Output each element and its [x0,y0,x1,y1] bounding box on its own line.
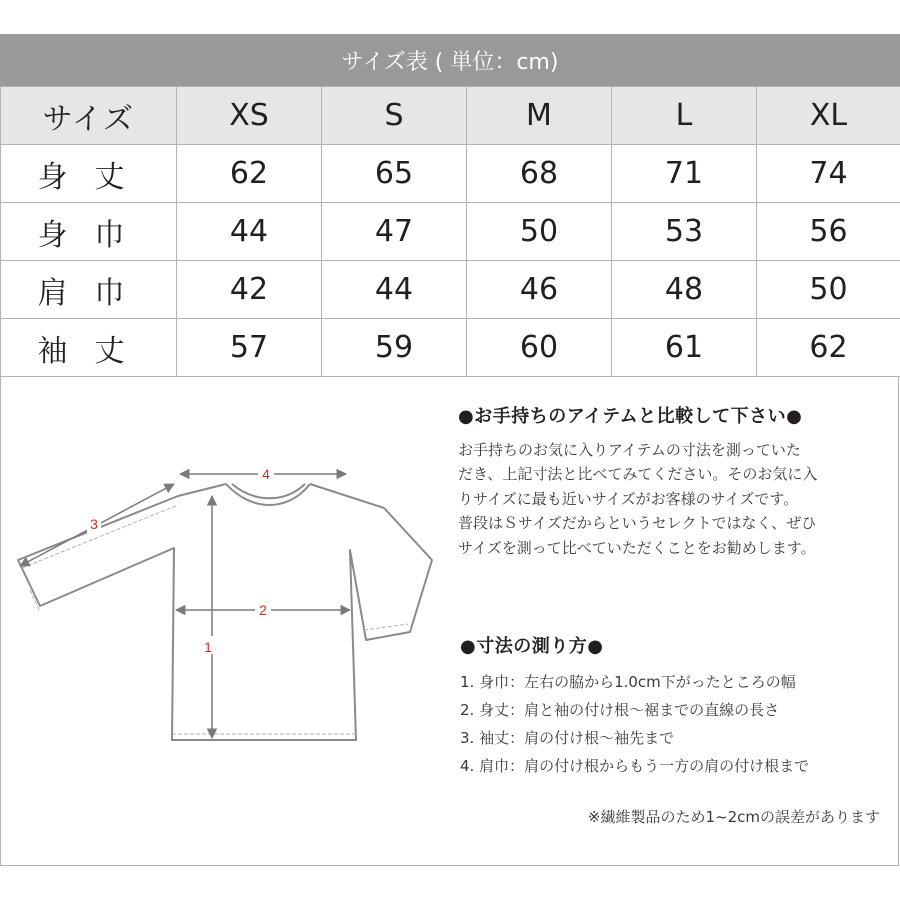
value-cell: 71 [612,145,757,203]
measure-item: 4. 肩巾：肩の付け根からもう一方の肩の付け根まで [460,757,810,775]
marker-3: 3 [90,516,98,532]
value-cell: 50 [757,261,900,319]
stitch-lines [22,505,408,734]
measure-item: 3. 袖丈：肩の付け根～袖先まで [460,729,675,747]
value-cell: 61 [612,319,757,377]
compare-line: 普段はＳサイズだからというセレクトではなく、ぜひ [458,514,817,533]
header-size-cell: L [612,87,757,145]
value-cell: 48 [612,261,757,319]
compare-line: サイズを測って比べていただくことをお勧めします。 [458,538,816,557]
marker-4: 4 [262,466,270,482]
value-cell: 42 [177,261,322,319]
table-row [1,145,900,203]
compare-line: お手持ちのお気に入りアイテムの寸法を測っていた [458,441,801,459]
value-cell: 44 [177,203,322,261]
compare-title: ●お手持ちのアイテムと比較して下さい● [458,406,803,427]
value-cell: 65 [322,145,467,203]
value-cell: 56 [757,203,900,261]
value-cell: 60 [467,319,612,377]
value-cell: 50 [467,203,612,261]
table-row [1,319,900,377]
measure-section [460,632,890,780]
header-size-cell: XS [177,87,322,145]
value-cell: 53 [612,203,757,261]
row-label-cell: 身丈 [1,145,177,203]
dimension-lines [20,474,350,738]
compare-line: りサイズに最も近いサイズがお客様のサイズです。 [458,489,799,508]
header-size-cell: S [322,87,467,145]
measure-list [460,668,890,780]
header-size-cell: M [467,87,612,145]
row-label-cell: 身巾 [1,203,177,261]
size-chart-title: サイズ表 ( 単位：cm) [0,34,900,86]
compare-section [458,402,888,560]
marker-1: 1 [204,639,212,655]
row-label-cell: 肩巾 [1,261,177,319]
tshirt-outline [18,484,432,740]
value-cell: 46 [467,261,612,319]
tshirt-measurement-diagram [0,370,450,790]
header-size-cell: XL [757,87,900,145]
table-row [1,261,900,319]
value-cell: 68 [467,145,612,203]
measure-item: 1. 身巾：左右の脇から1.0cm下がったところの幅 [460,673,796,691]
size-table [0,86,900,377]
value-cell: 62 [757,319,900,377]
table-row [1,203,900,261]
measure-title: ●寸法の測り方● [460,636,604,657]
table-header-row [1,87,900,145]
header-label-cell: サイズ [1,87,177,145]
row-label-cell: 袖丈 [1,319,177,377]
marker-2: 2 [259,602,267,618]
tolerance-note: ※繊維製品のため1~2cmの誤差があります [587,808,880,826]
compare-line: だき、上記寸法と比べてみてください。そのお気に入 [458,465,818,484]
value-cell: 47 [322,203,467,261]
value-cell: 62 [177,145,322,203]
value-cell: 57 [177,319,322,377]
value-cell: 44 [322,261,467,319]
value-cell: 59 [322,319,467,377]
measure-item: 2. 身丈：肩と袖の付け根～裾までの直線の長さ [460,701,780,719]
value-cell: 74 [757,145,900,203]
